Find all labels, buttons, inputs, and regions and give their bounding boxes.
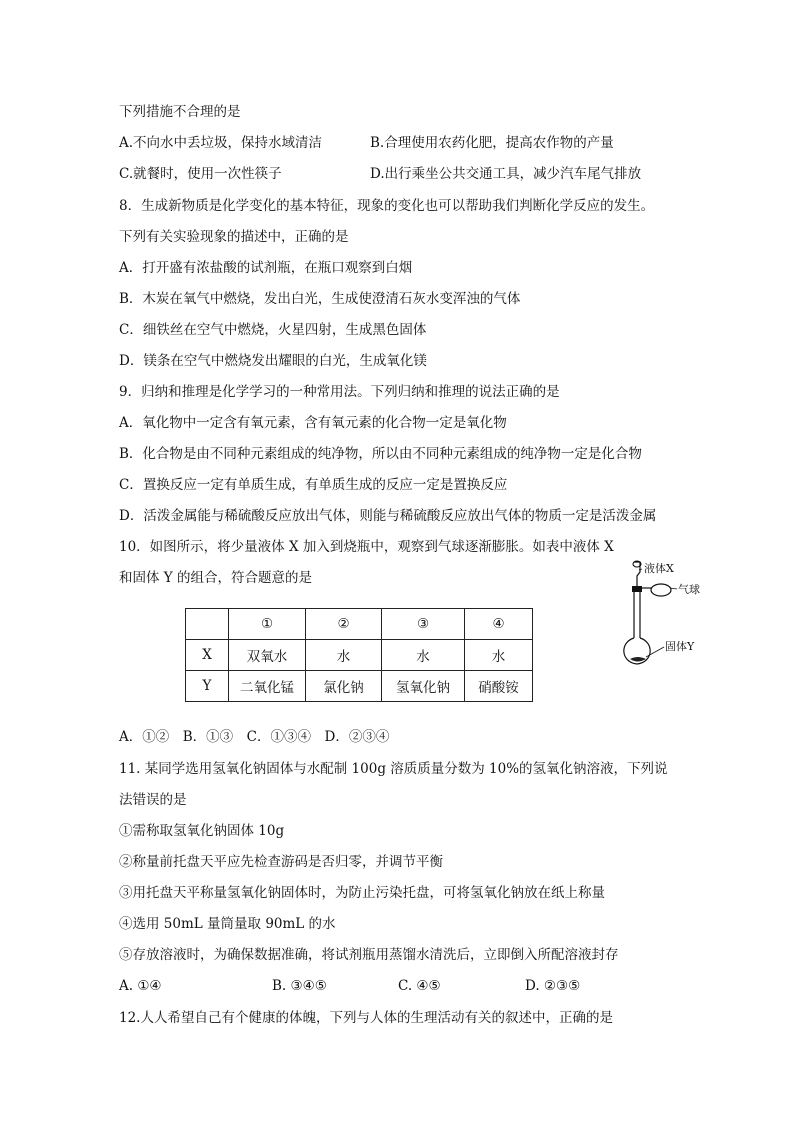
q11-statement-3: ③用托盘天平称量氢氧化钠固体时，为防止污染托盘，可将氢氧化钠放在纸上称量 xyxy=(119,885,605,901)
q11-statement-1: ①需称取氢氧化钠固体 10g xyxy=(119,823,285,839)
q9-option-a: A．氧化物中一定含有氧元素，含有氧元素的化合物一定是氧化物 xyxy=(119,415,507,431)
q7-option-c: C.就餐时，使用一次性筷子 xyxy=(119,166,282,182)
stopper-icon xyxy=(632,586,642,592)
q10-answer-options: A．①② B．①③ C．①③④ D．②③④ xyxy=(119,729,390,745)
table-header-row xyxy=(186,609,533,640)
label-solid-y: 固体Y xyxy=(665,640,695,653)
q10-combination-table xyxy=(185,608,533,702)
table-cell: ② xyxy=(306,609,382,640)
table-cell: 双氧水 xyxy=(229,640,306,671)
table-cell: 水 xyxy=(382,640,465,671)
label-balloon: 气球 xyxy=(678,583,700,596)
q8-stem-line2: 下列有关实验现象的描述中，正确的是 xyxy=(119,229,349,245)
q9-stem: 9．归纳和推理是化学学习的一种常用法。下列归纳和推理的说法正确的是 xyxy=(119,384,560,400)
q9-option-d: D．活泼金属能与稀硫酸反应放出气体，则能与稀硫酸反应放出气体的物质一定是活泼金属 xyxy=(119,508,657,524)
q11-option-b: B. ③④⑤ xyxy=(272,978,327,994)
q7-option-d: D.出行乘坐公共交通工具，减少汽车尾气排放 xyxy=(370,166,642,182)
q11-statement-2: ②称量前托盘天平应先检查游码是否归零，并调节平衡 xyxy=(119,854,443,870)
table-cell: Y xyxy=(186,671,229,702)
dropper-icon xyxy=(634,562,640,586)
q8-option-a: A．打开盛有浓盐酸的试剂瓶，在瓶口观察到白烟 xyxy=(119,260,413,276)
table-cell: 水 xyxy=(465,640,533,671)
flask-apparatus-figure xyxy=(610,558,720,670)
q7-option-a: A.不向水中丢垃圾，保持水域清洁 xyxy=(119,135,323,151)
table-cell: 氢氧化钠 xyxy=(382,671,465,702)
table-cell: 硝酸铵 xyxy=(465,671,533,702)
table-cell: 水 xyxy=(306,640,382,671)
table-cell: ① xyxy=(229,609,306,640)
q11-option-a: A. ①④ xyxy=(119,978,162,994)
label-liquid-x: 液体X xyxy=(644,562,674,575)
table-cell: 氯化钠 xyxy=(306,671,382,702)
q7-stem: 下列措施不合理的是 xyxy=(119,104,241,120)
table-row-x xyxy=(186,640,533,671)
q8-stem-line1: 8．生成新物质是化学变化的基本特征，现象的变化也可以帮助我们判断化学反应的发生。 xyxy=(119,198,655,214)
q7-option-b: B.合理使用农药化肥，提高农作物的产量 xyxy=(370,135,614,151)
q9-option-b: B．化合物是由不同种元素组成的纯净物，所以由不同种元素组成的纯净物一定是化合物 xyxy=(119,446,642,462)
q10-stem-line2: 和固体 Y 的组合，符合题意的是 xyxy=(119,570,312,586)
q8-option-d: D．镁条在空气中燃烧发出耀眼的白光，生成氧化镁 xyxy=(119,353,427,369)
table-cell: 二氧化锰 xyxy=(229,671,306,702)
q11-option-d: D. ②③⑤ xyxy=(525,978,581,994)
q11-stem-line2: 法错误的是 xyxy=(119,792,187,808)
q11-stem-line1: 11. 某同学选用氢氧化钠固体与水配制 100g 溶质质量分数为 10%的氢氧化钠溶液，下列说 xyxy=(119,761,668,777)
q8-option-b: B．木炭在氧气中燃烧，发出白光，生成使澄清石灰水变浑浊的气体 xyxy=(119,291,521,307)
q12-stem: 12.人人希望自己有个健康的体魄，下列与人体的生理活动有关的叙述中，正确的是 xyxy=(119,1010,613,1026)
table-cell xyxy=(186,609,229,640)
table-cell: ③ xyxy=(382,609,465,640)
balloon-icon xyxy=(651,584,671,596)
q8-option-c: C．细铁丝在空气中燃烧，火星四射，生成黑色固体 xyxy=(119,322,427,338)
solid-y-icon xyxy=(630,657,646,662)
q11-option-c: C. ④⑤ xyxy=(398,978,441,994)
q9-option-c: C．置换反应一定有单质生成，有单质生成的反应一定是置换反应 xyxy=(119,477,508,493)
q11-statement-4: ④选用 50mL 量筒量取 90mL 的水 xyxy=(119,916,336,932)
table-cell: ④ xyxy=(465,609,533,640)
table-cell: X xyxy=(186,640,229,671)
q11-statement-5: ⑤存放溶液时，为确保数据准确，将试剂瓶用蒸馏水清洗后，立即倒入所配溶液封存 xyxy=(119,947,619,963)
q10-stem-line1: 10．如图所示，将少量液体 X 加入到烧瓶中，观察到气球逐渐膨胀。如表中液体 X xyxy=(119,539,614,555)
table-row-y xyxy=(186,671,533,702)
